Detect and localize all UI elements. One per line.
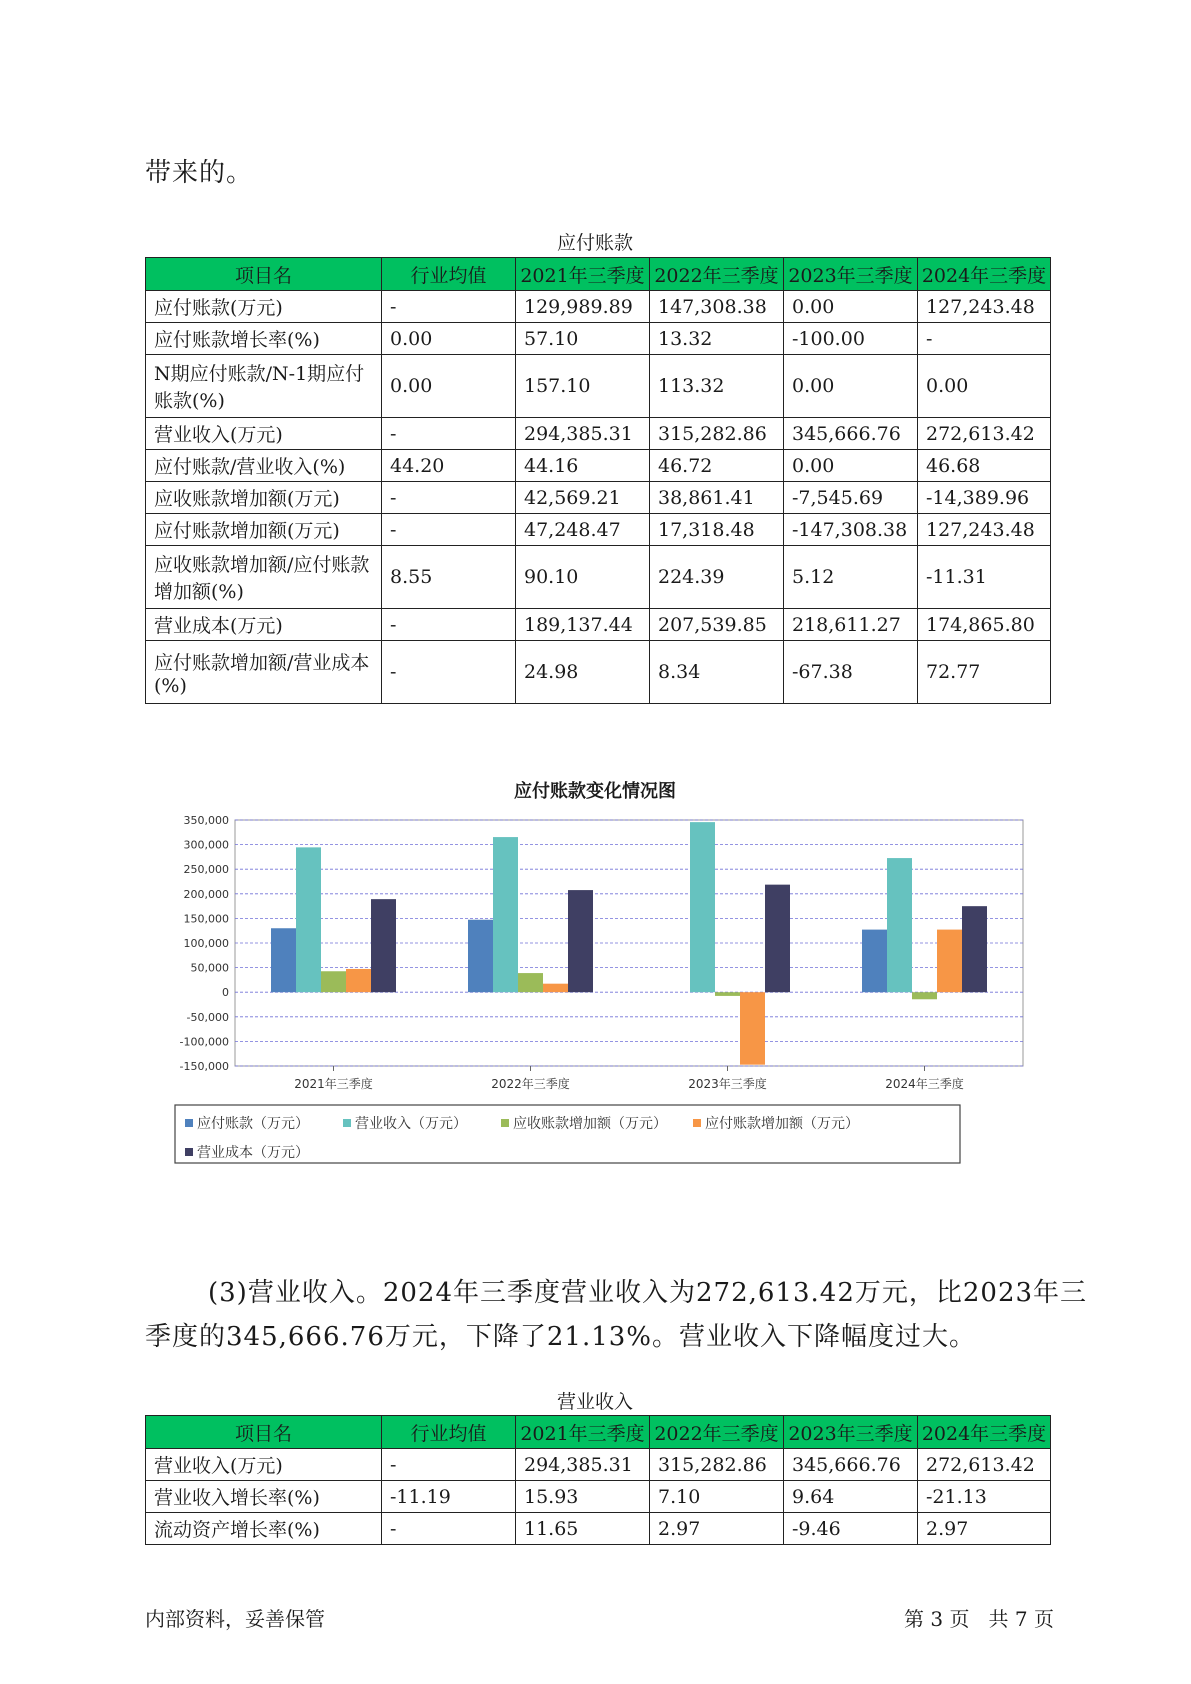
table-cell: 129,989.89 [516,291,650,323]
y-tick-label: -100,000 [179,1035,229,1049]
column-header: 行业均值 [382,1416,516,1449]
table-cell: 315,282.86 [650,418,784,450]
row-label: N期应付账款/N-1期应付账款(%) [146,355,382,418]
intro-text: 带来的。 [145,158,254,188]
table-cell: 345,666.76 [784,1449,918,1481]
table-row [146,418,1051,450]
bar [518,973,543,992]
table-cell: 218,611.27 [784,609,918,641]
bar [690,822,715,992]
footer-confidential: 内部资料，妥善保管 [145,1607,325,1631]
row-label: 营业成本(万元) [146,609,382,641]
table-row [146,514,1051,546]
table-cell: 2.97 [918,1513,1051,1545]
bar [371,899,396,992]
table-cell: 272,613.42 [918,418,1051,450]
column-header: 2022年三季度 [650,1416,784,1449]
y-tick-label: -50,000 [186,1010,229,1024]
table-cell: -21.13 [918,1481,1051,1513]
legend-swatch [185,1148,193,1156]
y-tick-label: 300,000 [183,838,229,852]
table-cell: 157.10 [516,355,650,418]
bar [346,969,371,992]
legend-label: 应付账款增加额（万元） [705,1116,859,1132]
x-tick-label: 2022年三季度 [491,1077,570,1091]
legend-swatch [693,1119,701,1127]
table-row [146,1481,1051,1513]
table-cell: 8.55 [382,546,516,609]
table-cell: 0.00 [784,291,918,323]
row-label: 应付账款增加额/营业成本(%) [146,641,382,704]
table-cell: 0.00 [784,355,918,418]
table-row [146,1449,1051,1481]
row-label: 应收账款增加额/应付账款增加额(%) [146,546,382,609]
table1-caption: 应付账款 [556,232,633,254]
column-header: 2023年三季度 [784,1416,918,1449]
y-tick-label: 250,000 [183,863,229,877]
table-cell: 38,861.41 [650,482,784,514]
table-row [146,546,1051,609]
table-cell: 44.16 [516,450,650,482]
table-cell: -67.38 [784,641,918,704]
y-tick-label: 200,000 [183,887,229,901]
x-tick-label: 2024年三季度 [885,1077,964,1091]
table-cell: 0.00 [382,323,516,355]
table-row [146,323,1051,355]
table-cell: 24.98 [516,641,650,704]
bar [568,890,593,992]
legend-swatch [501,1119,509,1127]
table-cell: -11.31 [918,546,1051,609]
table-cell: 294,385.31 [516,1449,650,1481]
table-cell: 9.64 [784,1481,918,1513]
bar [862,930,887,993]
table-cell: - [382,609,516,641]
column-header: 行业均值 [382,258,516,291]
y-tick-label: -150,000 [179,1060,229,1073]
y-tick-label: 350,000 [183,814,229,827]
column-header: 2021年三季度 [516,1416,650,1449]
table-cell: 127,243.48 [918,514,1051,546]
bar [740,992,765,1064]
table-cell: 17,318.48 [650,514,784,546]
table-cell: -14,389.96 [918,482,1051,514]
table-cell: 207,539.85 [650,609,784,641]
row-label: 应付账款/营业收入(%) [146,450,382,482]
payables-table [145,257,1051,704]
legend-swatch [343,1119,351,1127]
legend-label: 应付账款（万元） [197,1116,309,1132]
table-cell: 0.00 [784,450,918,482]
x-tick-label: 2023年三季度 [688,1077,767,1091]
bar [887,858,912,992]
column-header: 2024年三季度 [918,1416,1051,1449]
column-header: 2022年三季度 [650,258,784,291]
column-header: 项目名 [146,258,382,291]
table-cell: 294,385.31 [516,418,650,450]
revenue-table [145,1415,1051,1545]
row-label: 营业收入增长率(%) [146,1481,382,1513]
table-row [146,291,1051,323]
row-label: 应付账款增长率(%) [146,323,382,355]
table-row [146,450,1051,482]
table-cell: 345,666.76 [784,418,918,450]
bar [543,984,568,993]
table-cell: 90.10 [516,546,650,609]
table-cell: 0.00 [918,355,1051,418]
row-label: 应付账款增加额(万元) [146,514,382,546]
table-cell: 8.34 [650,641,784,704]
bar [468,920,493,992]
table-row [146,482,1051,514]
table-cell: - [918,323,1051,355]
table-cell: 11.65 [516,1513,650,1545]
revenue-paragraph-line1: (3)营业收入。2024年三季度营业收入为272,613.42万元，比2023年三 [208,1278,1088,1308]
table-row [146,641,1051,704]
bar [296,847,321,992]
legend-label: 营业成本（万元） [197,1145,309,1161]
y-tick-label: 100,000 [183,937,229,950]
chart-title: 应付账款变化情况图 [514,781,676,802]
table-cell: 47,248.47 [516,514,650,546]
table-cell: 5.12 [784,546,918,609]
x-tick-label: 2021年三季度 [294,1077,373,1091]
bar [715,992,740,996]
table-cell: 147,308.38 [650,291,784,323]
table-cell: 72.77 [918,641,1051,704]
table-cell: -7,545.69 [784,482,918,514]
table2-caption: 营业收入 [556,1391,633,1413]
row-label: 营业收入(万元) [146,418,382,450]
bar [912,992,937,999]
table-header-row [146,1416,1051,1449]
table-row [146,1513,1051,1545]
table-cell: 57.10 [516,323,650,355]
table-cell: 2.97 [650,1513,784,1545]
bar [271,928,296,992]
table-cell: 7.10 [650,1481,784,1513]
bar [765,885,790,993]
table-header-row [146,258,1051,291]
table-cell: - [382,291,516,323]
legend-swatch [185,1119,193,1127]
table-cell: - [382,482,516,514]
payables-bar-chart [163,810,1033,1220]
table-cell: 189,137.44 [516,609,650,641]
table-cell: -11.19 [382,1481,516,1513]
footer-page-number: 第 3 页 共 7 页 [904,1607,1054,1631]
revenue-paragraph-line2: 季度的345,666.76万元，下降了21.13%。营业收入下降幅度过大。 [145,1322,977,1352]
bar [937,930,962,993]
table-cell: 46.68 [918,450,1051,482]
table-cell: - [382,1513,516,1545]
table-cell: 44.20 [382,450,516,482]
row-label: 应收账款增加额(万元) [146,482,382,514]
table-cell: 174,865.80 [918,609,1051,641]
table-cell: 224.39 [650,546,784,609]
table-cell: - [382,418,516,450]
table-cell: 127,243.48 [918,291,1051,323]
table-cell: -100.00 [784,323,918,355]
legend-label: 应收账款增加额（万元） [513,1116,667,1132]
table-row [146,609,1051,641]
table-cell: - [382,641,516,704]
table-cell: 46.72 [650,450,784,482]
bar [321,971,346,992]
table-cell: 42,569.21 [516,482,650,514]
y-tick-label: 50,000 [190,961,229,975]
column-header: 2023年三季度 [784,258,918,291]
column-header: 2024年三季度 [918,258,1051,291]
column-header: 2021年三季度 [516,258,650,291]
y-tick-label: 150,000 [183,912,229,926]
table-cell: - [382,1449,516,1481]
column-header: 项目名 [146,1416,382,1449]
table-cell: 0.00 [382,355,516,418]
bar [493,837,518,992]
table-cell: -9.46 [784,1513,918,1545]
row-label: 应付账款(万元) [146,291,382,323]
table-cell: 15.93 [516,1481,650,1513]
table-cell: 315,282.86 [650,1449,784,1481]
row-label: 流动资产增长率(%) [146,1513,382,1545]
row-label: 营业收入(万元) [146,1449,382,1481]
table-cell: 113.32 [650,355,784,418]
y-tick-label: 0 [222,986,229,1000]
legend-label: 营业收入（万元） [355,1116,467,1132]
table-cell: - [382,514,516,546]
bar [962,906,987,992]
table-row [146,355,1051,418]
table-cell: 13.32 [650,323,784,355]
table-cell: -147,308.38 [784,514,918,546]
table-cell: 272,613.42 [918,1449,1051,1481]
